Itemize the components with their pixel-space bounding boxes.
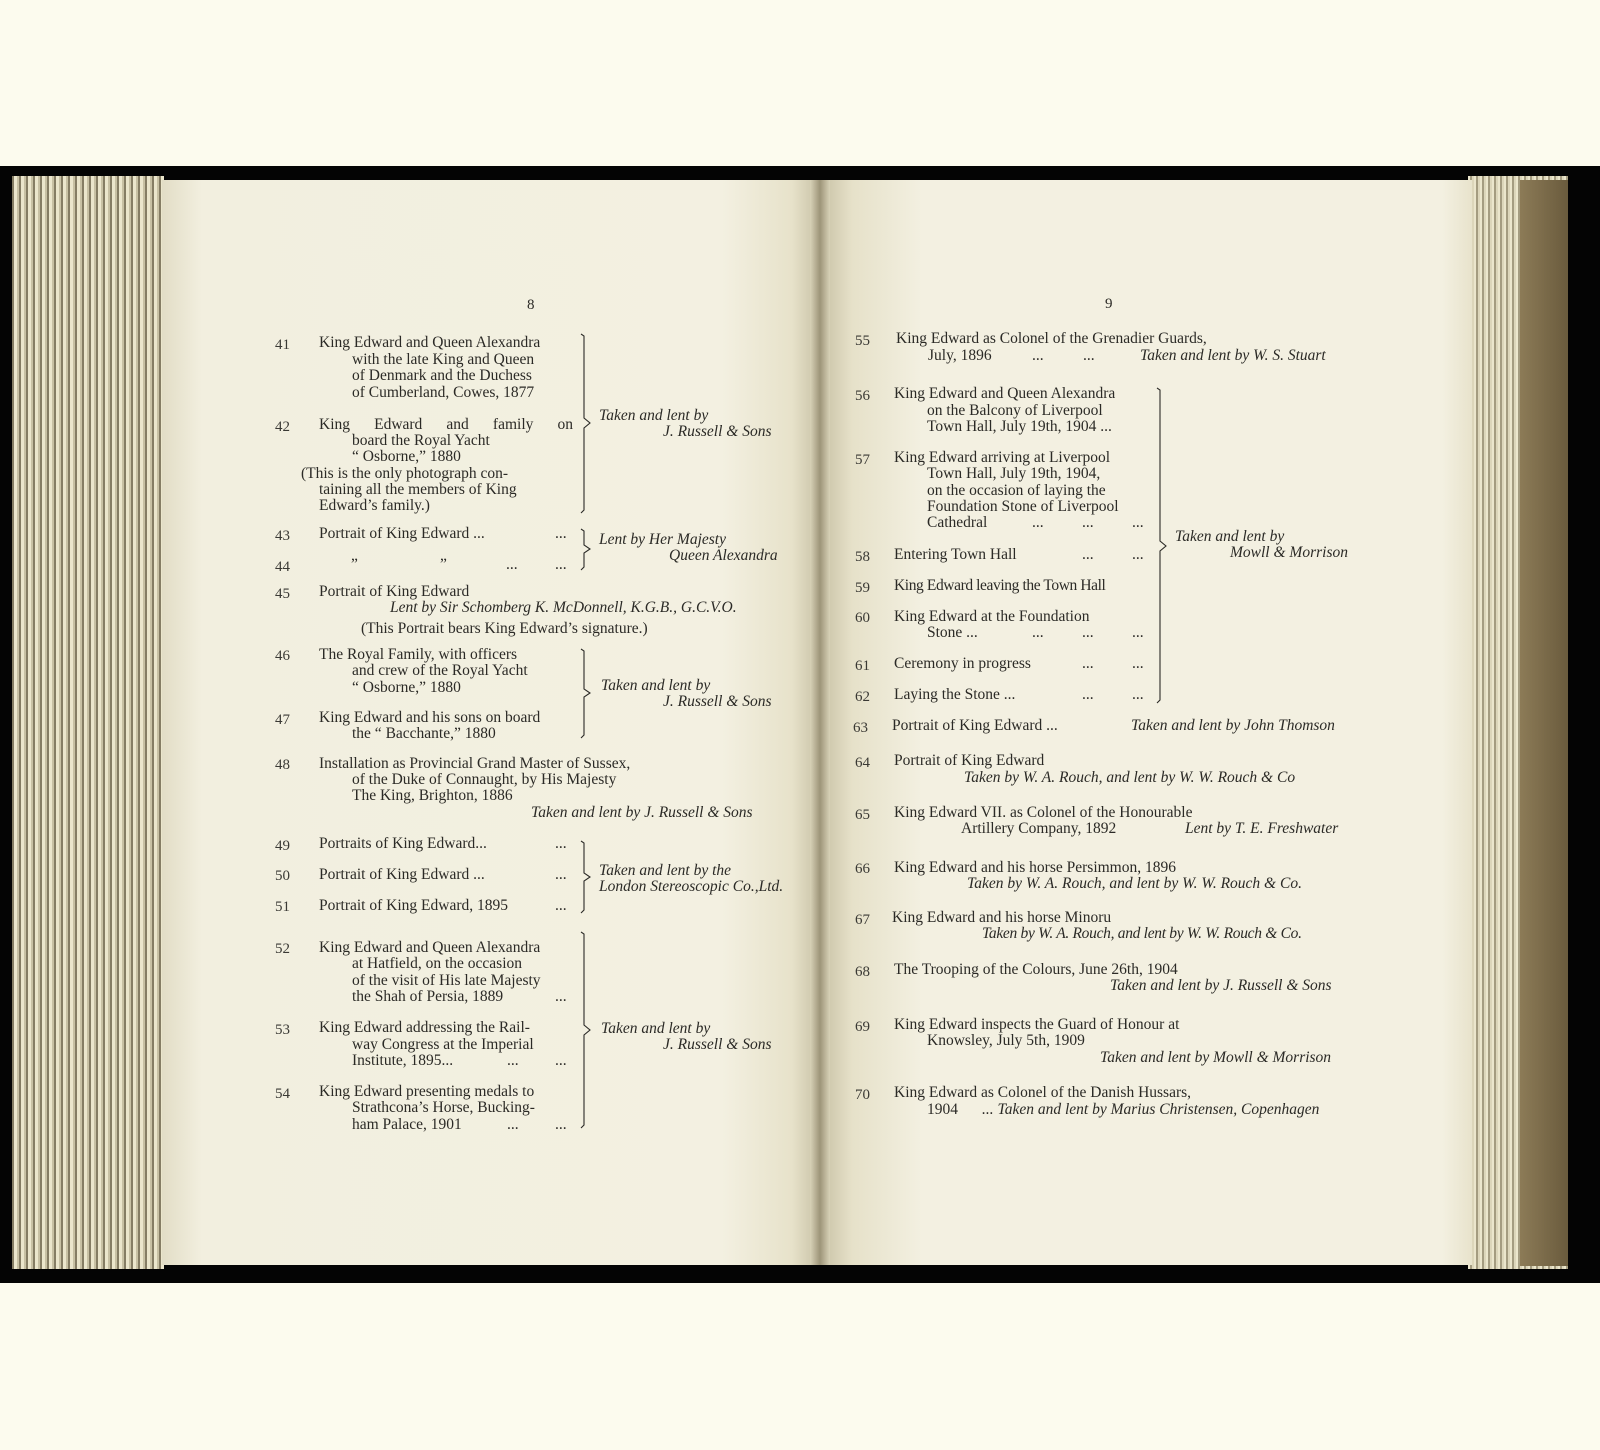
entry-line: ...	[1132, 686, 1144, 703]
entry-line: Portrait of King Edward ...	[319, 525, 485, 542]
entry-number: 66	[855, 861, 870, 877]
entry-number: 54	[275, 1086, 290, 1102]
entry-line: Laying the Stone ...	[894, 686, 1016, 703]
entry-number: 43	[275, 528, 290, 544]
entry-line: King Edward and his horse Minoru	[892, 909, 1112, 926]
credit-line: Lent by Sir Schomberg K. McDonnell, K.G.B., G.C.V.O.	[390, 599, 737, 616]
entry-number: 49	[275, 838, 290, 854]
entry-line: July, 1896	[928, 347, 992, 364]
left-page-edges	[12, 176, 164, 1269]
entry-line: at Hatfield, on the occasion	[352, 955, 523, 972]
entry-number: 53	[275, 1022, 290, 1038]
entry-line: King Edward presenting medals to	[319, 1083, 535, 1100]
entry-line: Cathedral	[927, 514, 988, 531]
entry-line: King Edward and Queen Alexandra	[894, 385, 1116, 402]
entry-line: King Edward and his sons on board	[319, 709, 541, 726]
entry-line: King Edward addressing the Rail-	[319, 1019, 530, 1036]
entry-line: ...	[555, 835, 567, 852]
entry-number: 44	[275, 559, 290, 575]
credit-line: Lent by T. E. Freshwater	[1185, 820, 1339, 837]
credit-line: Taken and lent by John Thomson	[1131, 717, 1335, 734]
entry-number: 41	[275, 337, 290, 353]
brace	[579, 648, 593, 740]
entry-line: ...	[1032, 624, 1044, 641]
entry-line: ...	[555, 866, 567, 883]
credit-line: Taken and lent by W. S. Stuart	[1140, 347, 1326, 364]
entry-number: 70	[855, 1087, 870, 1103]
entry-line: ”	[351, 556, 358, 573]
entry-line: the Shah of Persia, 1889	[352, 988, 504, 1005]
entry-number: 51	[275, 899, 290, 915]
credit-line: Taken and lent by	[599, 407, 709, 424]
entry-line: Portraits of King Edward...	[319, 835, 487, 852]
entry-line: 1904	[927, 1101, 958, 1118]
entry-number: 64	[855, 755, 870, 771]
entry-line: of Cumberland, Cowes, 1877	[352, 384, 535, 401]
entry-number: 59	[855, 580, 870, 596]
entry-number: 45	[275, 586, 290, 602]
entry-line: board the Royal Yacht	[352, 432, 490, 449]
entry-line: ...	[555, 1116, 567, 1133]
credit-line: Taken and lent by	[601, 677, 711, 694]
entry-line: Foundation Stone of Liverpool	[927, 498, 1119, 515]
entry-line: and crew of the Royal Yacht	[352, 662, 528, 679]
entry-number: 55	[855, 333, 870, 349]
entry-line: King Edward as Colonel of the Grenadier Guards,	[896, 330, 1207, 347]
entry-line: of the visit of His late Majesty	[352, 972, 541, 989]
credit-line: Taken and lent by J. Russell & Sons	[1110, 977, 1332, 994]
entry-line: Portrait of King Edward ...	[892, 717, 1058, 734]
entry-line: ...	[1083, 347, 1095, 364]
entry-number: 67	[855, 912, 870, 928]
entry-line: ...	[1082, 655, 1094, 672]
entry-line: King Edward and family on	[319, 416, 573, 433]
brace	[579, 931, 593, 1130]
entry-line: ...	[1132, 655, 1144, 672]
entry-line: on the Balcony of Liverpool	[927, 402, 1103, 419]
entry-line: taining all the members of King	[319, 481, 517, 498]
entry-line: ...	[506, 556, 518, 573]
entry-line: Stone ...	[927, 624, 978, 641]
entry-line: King Edward VII. as Colonel of the Honourable	[894, 804, 1193, 821]
entry-number: 48	[275, 757, 290, 773]
brace	[1155, 387, 1169, 705]
entry-line: ...	[1032, 347, 1044, 364]
entry-line: The King, Brighton, 1886	[352, 787, 513, 804]
entry-number: 62	[855, 689, 870, 705]
entry-line: (This Portrait bears King Edward’s signature.)	[361, 620, 648, 637]
entry-line: ...	[555, 525, 567, 542]
credit-line: J. Russell & Sons	[663, 423, 772, 440]
entry-line: Installation as Provincial Grand Master of Sussex,	[319, 755, 631, 772]
entry-line: ...	[507, 1052, 519, 1069]
entry-line: King Edward leaving the Town Hall	[894, 577, 1106, 594]
entry-line: The Trooping of the Colours, June 26th, 1904	[894, 961, 1178, 978]
entry-line: King Edward and Queen Alexandra	[319, 939, 541, 956]
entry-line: way Congress at the Imperial	[352, 1036, 534, 1053]
entry-line: King Edward at the Foundation	[894, 608, 1090, 625]
entry-number: 42	[275, 419, 290, 435]
entry-line: The Royal Family, with officers	[319, 646, 518, 663]
entry-line: Edward’s family.)	[319, 497, 430, 514]
entry-line: of Denmark and the Duchess	[352, 367, 532, 384]
credit-line: Mowll & Morrison	[1230, 544, 1348, 561]
entry-number: 65	[855, 807, 870, 823]
entry-line: ...	[555, 1052, 567, 1069]
entry-line: Entering Town Hall	[894, 546, 1017, 563]
entry-line: Institute, 1895...	[352, 1052, 454, 1069]
entry-line: Portrait of King Edward, 1895	[319, 897, 508, 914]
credit-line: Taken and lent by the	[599, 862, 732, 879]
entry-line: Strathcona’s Horse, Bucking-	[352, 1099, 535, 1116]
entry-line: on the occasion of laying the	[927, 482, 1106, 499]
entry-line: ”	[440, 556, 447, 573]
entry-line: ...	[1082, 686, 1094, 703]
entry-line: ...	[507, 1116, 519, 1133]
credit-line: Taken and lent by	[601, 1020, 711, 1037]
entry-line: King Edward as Colonel of the Danish Hussars,	[894, 1084, 1192, 1101]
entry-line: ...	[555, 988, 567, 1005]
book-cover-edge	[1520, 180, 1568, 1266]
credit-line: ... Taken and lent by Marius Christensen, Copenhagen	[982, 1101, 1320, 1118]
entry-line: (This is the only photograph con-	[301, 465, 509, 482]
entry-line: King Edward arriving at Liverpool	[894, 449, 1111, 466]
credit-line: Taken and lent by Mowll & Morrison	[1100, 1049, 1332, 1066]
credit-line: J. Russell & Sons	[663, 1036, 772, 1053]
entry-number: 56	[855, 388, 870, 404]
entry-line: with the late King and Queen	[352, 351, 535, 368]
page-number: 8	[527, 297, 535, 313]
entry-line: ...	[1132, 514, 1144, 531]
entry-number: 47	[275, 712, 290, 728]
entry-line: ...	[1132, 546, 1144, 563]
entry-line: Portrait of King Edward	[894, 752, 1045, 769]
entry-number: 57	[855, 452, 870, 468]
entry-line: King Edward inspects the Guard of Honour at	[894, 1016, 1180, 1033]
credit-line: London Stereoscopic Co.,Ltd.	[599, 878, 784, 895]
entry-line: King Edward and his horse Persimmon, 1896	[894, 859, 1176, 876]
entry-line: the “ Bacchante,” 1880	[352, 725, 496, 742]
entry-line: ...	[555, 897, 567, 914]
entry-line: “ Osborne,” 1880	[352, 679, 461, 696]
credit-line: Lent by Her Majesty	[599, 531, 726, 548]
credit-line: Taken by W. A. Rouch, and lent by W. W. Rouch & Co	[964, 769, 1296, 786]
entry-line: ...	[1082, 546, 1094, 563]
entry-number: 68	[855, 964, 870, 980]
brace	[579, 333, 593, 515]
entry-number: 58	[855, 549, 870, 565]
entry-line: ...	[555, 556, 567, 573]
entry-number: 50	[275, 868, 290, 884]
entry-line: Artillery Company, 1892	[961, 820, 1117, 837]
entry-line: Portrait of King Edward ...	[319, 866, 485, 883]
entry-line: Portrait of King Edward	[319, 583, 470, 600]
entry-number: 69	[855, 1019, 870, 1035]
entry-line: Knowsley, July 5th, 1909	[927, 1032, 1085, 1049]
entry-line: of the Duke of Connaught, by His Majesty	[352, 771, 617, 788]
entry-number: 63	[853, 720, 868, 736]
book-gutter	[810, 180, 830, 1265]
entry-line: “ Osborne,” 1880	[352, 448, 461, 465]
entry-line: King Edward and Queen Alexandra	[319, 334, 541, 351]
brace	[579, 840, 593, 915]
entry-line: ...	[1032, 514, 1044, 531]
page-number: 9	[1105, 296, 1113, 312]
entry-number: 52	[275, 941, 290, 957]
credit-line: Queen Alexandra	[669, 547, 778, 564]
entry-line: Town Hall, July 19th, 1904 ...	[927, 418, 1112, 435]
entry-line: ham Palace, 1901	[352, 1116, 462, 1133]
entry-line: ...	[1132, 624, 1144, 641]
credit-line: Taken and lent by J. Russell & Sons	[531, 804, 753, 821]
entry-line: Ceremony in progress	[894, 655, 1031, 672]
entry-line: ...	[1082, 624, 1094, 641]
credit-line: Taken and lent by	[1175, 528, 1285, 545]
entry-line: Town Hall, July 19th, 1904,	[927, 465, 1101, 482]
brace	[579, 528, 593, 572]
entry-line: ...	[1082, 514, 1094, 531]
entry-number: 46	[275, 648, 290, 664]
credit-line: Taken by W. A. Rouch, and lent by W. W. Rouch & Co.	[982, 925, 1302, 942]
entry-number: 60	[855, 610, 870, 626]
entry-number: 61	[855, 658, 870, 674]
credit-line: Taken by W. A. Rouch, and lent by W. W. Rouch & Co.	[967, 875, 1302, 892]
credit-line: J. Russell & Sons	[663, 693, 772, 710]
